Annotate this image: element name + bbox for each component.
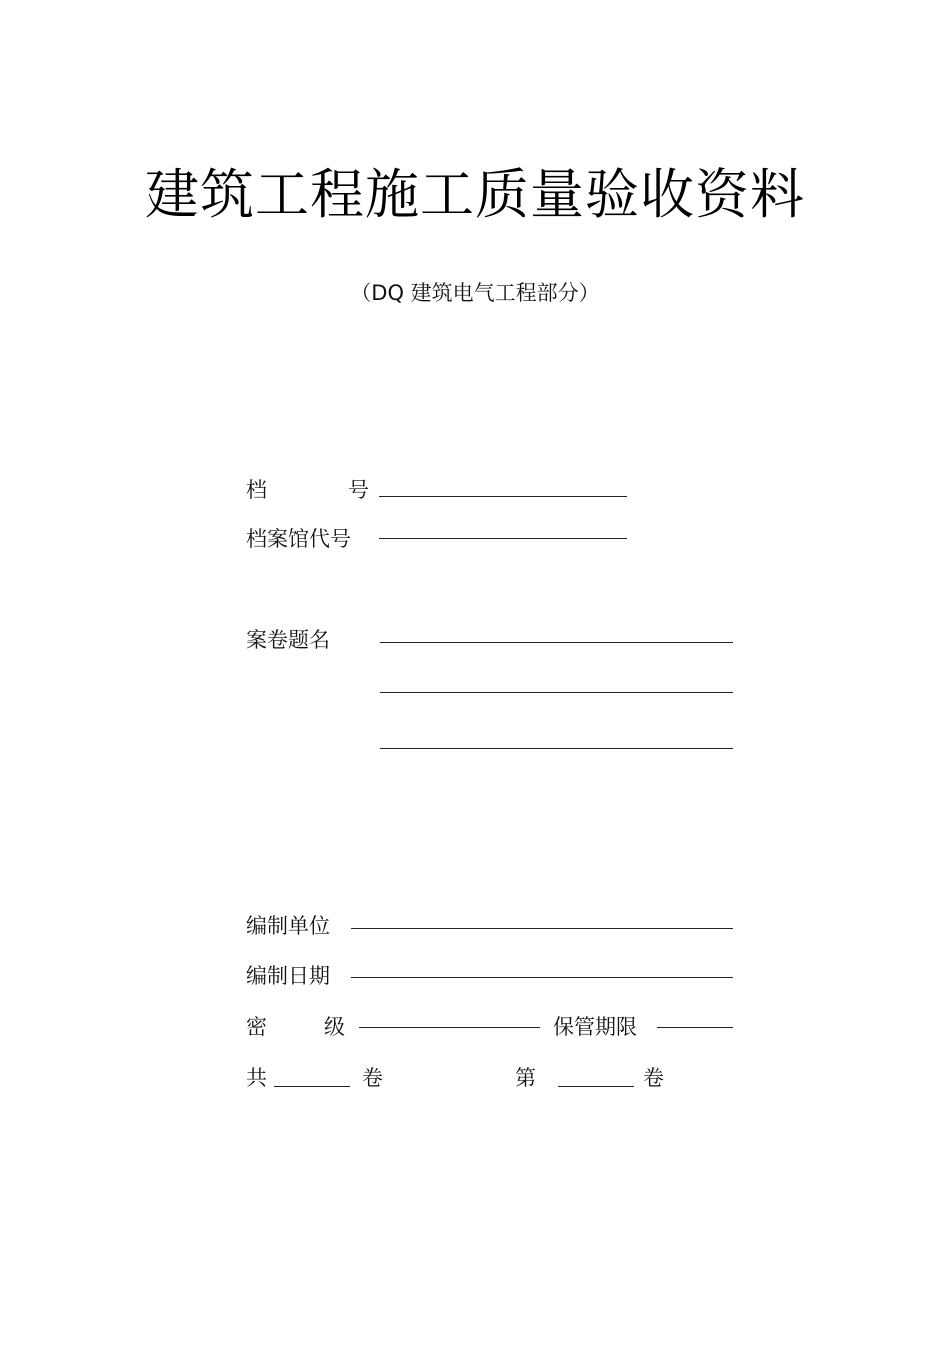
compiling-unit-label: 编制单位 — [246, 914, 330, 938]
volume-total-prefix: 共 — [246, 1066, 267, 1090]
file-number-label-right: 号 — [348, 478, 369, 502]
file-number-field[interactable] — [379, 496, 627, 497]
archive-code-label: 档案馆代号 — [246, 527, 351, 551]
compiling-date-field[interactable] — [351, 977, 733, 978]
compiling-unit-field[interactable] — [351, 928, 733, 929]
retention-period-field[interactable] — [657, 1027, 733, 1028]
volume-index-prefix: 第 — [515, 1066, 536, 1090]
volume-index-field[interactable] — [558, 1086, 634, 1087]
volume-total-suffix: 卷 — [362, 1066, 383, 1090]
volume-title-field-3[interactable] — [380, 748, 733, 749]
volume-total-field[interactable] — [274, 1086, 350, 1087]
volume-title-field-2[interactable] — [380, 692, 733, 693]
document-subtitle: （DQ 建筑电气工程部分） — [350, 281, 600, 305]
file-number-label-left: 档 — [246, 478, 267, 502]
volume-title-label: 案卷题名 — [246, 628, 330, 652]
volume-title-field-1[interactable] — [380, 642, 733, 643]
secrecy-level-label-left: 密 — [246, 1015, 267, 1039]
document-title: 建筑工程施工质量验收资料 — [145, 163, 805, 226]
secrecy-level-label-right: 级 — [324, 1015, 345, 1039]
archive-code-field[interactable] — [379, 538, 627, 539]
volume-index-suffix: 卷 — [643, 1066, 664, 1090]
compiling-date-label: 编制日期 — [246, 964, 330, 988]
secrecy-level-field[interactable] — [359, 1027, 540, 1028]
retention-period-label: 保管期限 — [553, 1015, 637, 1039]
